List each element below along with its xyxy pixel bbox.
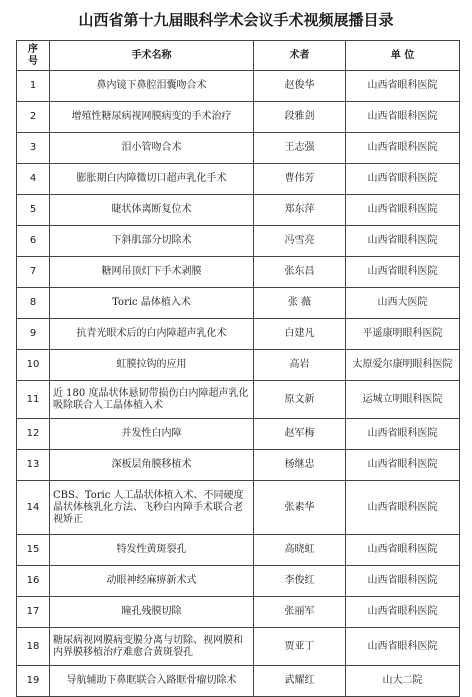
video-list-table (16, 40, 460, 697)
table-row (17, 597, 460, 628)
row-topic: 抗青光眼术后的白内障超声乳化术 (50, 319, 254, 350)
row-unit: 山西省眼科医院 (346, 535, 460, 566)
table-row (17, 381, 460, 419)
table-row (17, 450, 460, 481)
row-unit: 山西省眼科医院 (346, 450, 460, 481)
row-no: 6 (17, 226, 50, 257)
row-no: 12 (17, 419, 50, 450)
header-author: 术者 (254, 41, 346, 71)
table-row (17, 102, 460, 133)
row-author: 郑东萍 (254, 195, 346, 226)
table-row (17, 535, 460, 566)
row-no: 10 (17, 350, 50, 381)
row-topic: Toric 晶体植入术 (50, 288, 254, 319)
row-topic: 糖网吊顶灯下手术剥膜 (50, 257, 254, 288)
row-author: 白建凡 (254, 319, 346, 350)
row-unit: 太原爱尔康明眼科医院 (346, 350, 460, 381)
row-author: 段雅剑 (254, 102, 346, 133)
header-topic: 手术名称 (50, 41, 254, 71)
row-topic: 鼻内镜下鼻腔泪囊吻合术 (50, 71, 254, 102)
row-unit: 山西省眼科医院 (346, 226, 460, 257)
row-no: 8 (17, 288, 50, 319)
row-topic: 深板层角膜移植术 (50, 450, 254, 481)
row-topic: CBS、Toric 人工晶状体植入术、不同硬度晶状体核乳化方法、飞秒白内障手术联合老视矫正 (50, 481, 254, 535)
row-no: 4 (17, 164, 50, 195)
row-no: 18 (17, 628, 50, 666)
table-row (17, 71, 460, 102)
row-no: 3 (17, 133, 50, 164)
row-author: 原文新 (254, 381, 346, 419)
row-unit: 山西省眼科医院 (346, 71, 460, 102)
row-topic: 糖尿病视网膜病变膜分离与切除、视网膜和内界膜移植治疗难愈合黄斑裂孔 (50, 628, 254, 666)
row-author: 张东昌 (254, 257, 346, 288)
row-unit: 山西省眼科医院 (346, 481, 460, 535)
row-no: 2 (17, 102, 50, 133)
header-no (17, 41, 50, 71)
row-author: 高晓虹 (254, 535, 346, 566)
row-author: 高岩 (254, 350, 346, 381)
row-no: 11 (17, 381, 50, 419)
row-unit: 山西省眼科医院 (346, 628, 460, 666)
row-unit: 山西省眼科医院 (346, 164, 460, 195)
table-row (17, 288, 460, 319)
table-row (17, 133, 460, 164)
row-topic: 并发性白内障 (50, 419, 254, 450)
table-row (17, 226, 460, 257)
row-unit: 山西省眼科医院 (346, 133, 460, 164)
table-row (17, 319, 460, 350)
row-unit: 山大二院 (346, 666, 460, 697)
row-unit: 山西省眼科医院 (346, 419, 460, 450)
row-no: 1 (17, 71, 50, 102)
row-no: 7 (17, 257, 50, 288)
row-unit: 山西省眼科医院 (346, 566, 460, 597)
row-topic: 近 180 度晶状体悬韧带损伤白内障超声乳化吸除联合人工晶体植入术 (50, 381, 254, 419)
table-row (17, 481, 460, 535)
table-row (17, 257, 460, 288)
row-topic: 特发性黄斑裂孔 (50, 535, 254, 566)
row-topic: 睫状体离断复位术 (50, 195, 254, 226)
row-unit: 山西省眼科医院 (346, 597, 460, 628)
row-no: 14 (17, 481, 50, 535)
row-no: 16 (17, 566, 50, 597)
row-unit: 山西省眼科医院 (346, 195, 460, 226)
table-row (17, 164, 460, 195)
header-no-line1: 序 (28, 43, 38, 55)
row-unit: 平遥康明眼科医院 (346, 319, 460, 350)
row-author: 张素华 (254, 481, 346, 535)
row-author: 张 薇 (254, 288, 346, 319)
row-topic: 动眼神经麻痹新术式 (50, 566, 254, 597)
table-row (17, 666, 460, 697)
row-author: 冯雪亮 (254, 226, 346, 257)
row-no: 17 (17, 597, 50, 628)
table-header-row (17, 41, 460, 71)
row-author: 赵军梅 (254, 419, 346, 450)
row-no: 13 (17, 450, 50, 481)
row-unit: 运城立明眼科医院 (346, 381, 460, 419)
table-row (17, 628, 460, 666)
table-row (17, 350, 460, 381)
row-author: 曹伟芳 (254, 164, 346, 195)
row-no: 5 (17, 195, 50, 226)
row-topic: 虹膜拉钩的应用 (50, 350, 254, 381)
page-title: 山西省第十九届眼科学术会议手术视频展播目录 (78, 11, 394, 29)
row-author: 杨继忠 (254, 450, 346, 481)
table-row (17, 195, 460, 226)
header-unit: 单 位 (346, 41, 460, 71)
table-row (17, 566, 460, 597)
row-topic: 下斜肌部分切除术 (50, 226, 254, 257)
table-row (17, 419, 460, 450)
row-no: 15 (17, 535, 50, 566)
row-author: 王志强 (254, 133, 346, 164)
row-unit: 山西省眼科医院 (346, 102, 460, 133)
row-topic: 导航辅助下鼻眶联合入路眶骨瘤切除术 (50, 666, 254, 697)
row-no: 19 (17, 666, 50, 697)
row-topic: 膨胀期白内障微切口超声乳化手术 (50, 164, 254, 195)
row-author: 赵俊华 (254, 71, 346, 102)
row-author: 贾亚丁 (254, 628, 346, 666)
row-topic: 瞳孔残膜切除 (50, 597, 254, 628)
header-no-line2: 号 (28, 55, 38, 67)
row-author: 张丽军 (254, 597, 346, 628)
row-topic: 泪小管吻合术 (50, 133, 254, 164)
row-author: 武耀红 (254, 666, 346, 697)
row-unit: 山西大医院 (346, 288, 460, 319)
row-no: 9 (17, 319, 50, 350)
row-topic: 增殖性糖尿病视网膜病变的手术治疗 (50, 102, 254, 133)
row-unit: 山西省眼科医院 (346, 257, 460, 288)
row-author: 李俊红 (254, 566, 346, 597)
